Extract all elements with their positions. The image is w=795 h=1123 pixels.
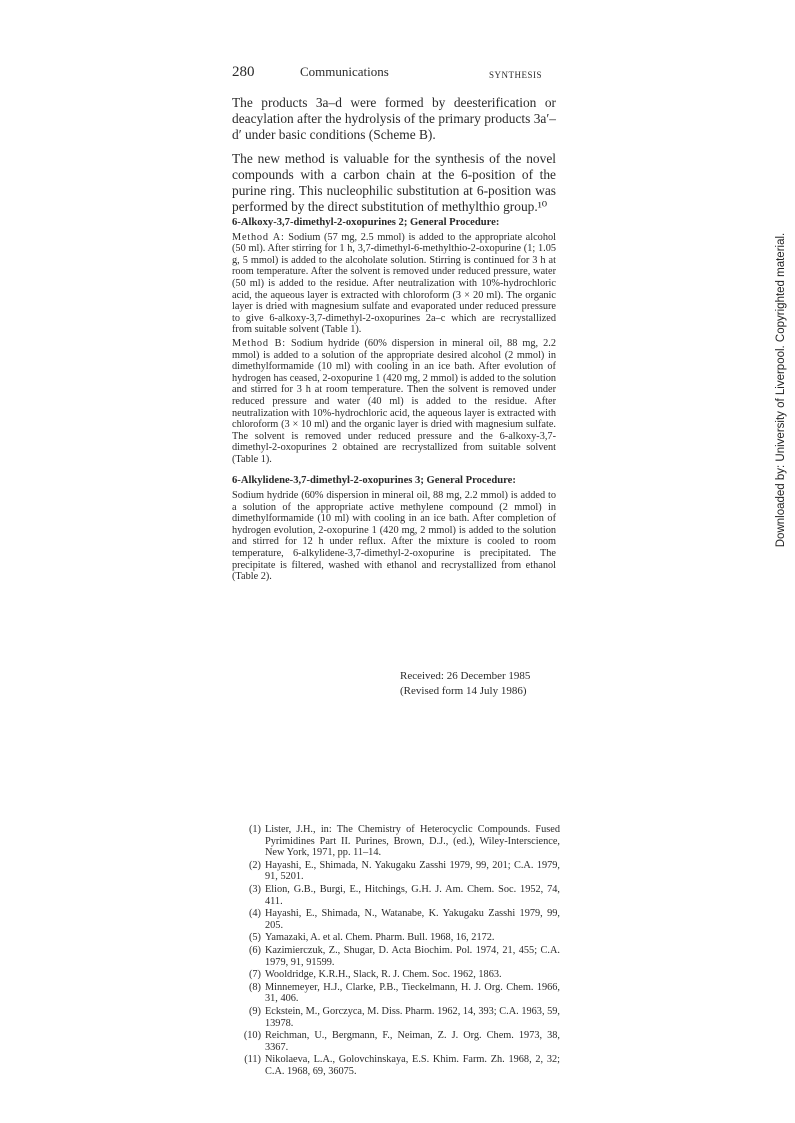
reference-number: (9) [248, 1005, 261, 1017]
reference-item [236, 969, 560, 981]
page-number: 280 [232, 64, 255, 80]
spacer [232, 467, 556, 475]
reference-text: Wooldridge, K.R.H., Slack, R. J. Chem. Soc. 1962, 1863. [265, 969, 502, 981]
download-notice: Downloaded by: University of Liverpool. Copyrighted material. [775, 232, 787, 548]
reference-item [236, 1006, 560, 1029]
reference-item [236, 982, 560, 1005]
reference-text: Reichman, U., Bergmann, F., Neiman, Z. J. Org. Chem. 1973, 38, 3367. [265, 1030, 560, 1053]
reference-text: Lister, J.H., in: The Chemistry of Heterocyclic Compounds. Fused Pyrimidines Part II. Purines, Brown, D.J., (ed.), Wiley-Interscience, New York, 1971, pp. 11–14. [265, 824, 560, 859]
reference-item [236, 1054, 560, 1077]
journal-name: SYNTHESIS [489, 70, 543, 80]
reference-text: Minnemeyer, H.J., Clarke, P.B., Tieckelmann, H. J. Org. Chem. 1966, 31, 406. [265, 981, 560, 1005]
procedure-2-heading: 6-Alkylidene-3,7-dimethyl-2-oxopurines 3; General Procedure: [232, 475, 516, 487]
intro-paragraph-1: The products 3a–d were formed by deesterification or deacylation after the hydrolysis of the primary products 3a′–d′ under basic conditions (Scheme B). [232, 95, 556, 142]
reference-number: (5) [248, 932, 261, 944]
reference-number: (1) [248, 824, 261, 835]
reference-text: Eckstein, M., Gorczyca, M. Diss. Pharm. 1962, 14, 393; C.A. 1963, 59, 13978. [265, 1005, 560, 1029]
method-b-label: Method B: [232, 337, 286, 349]
reference-text: Elion, G.B., Burgi, E., Hitchings, G.H. J. Am. Chem. Soc. 1952, 74, 411. [265, 883, 560, 907]
method-a-label: Method A: [232, 231, 285, 243]
reference-number: (6) [248, 944, 261, 956]
intro-text [232, 95, 556, 223]
method-b-text: Sodium hydride (60% dispersion in mineral oil, 88 mg, 2.2 mmol) is added to a solution of the appropriate desired alcohol (2 mmol) in dimethylformamide (10 ml) with cooling in an ice bath. After evolution of hydrogen has ceased, 2-oxopurine 1 (420 mg, 2 mmol) is added to the solution and stirred for 3 h at room temperature. Then the solvent is removed under reduced pressure and water (40 ml) is added to the residue. After neutralization with 10%-hydrochloric acid, the aqueous layer is extracted with chloroform (3 × 10 ml) and the organic layer is dried with magnesium sulfate. The solvent is removed under reduced pressure and the 6-alkoxy-3,7-dimethyl-2-oxopurines 2 obtained are recrystallized from suitable solvent (Table 1). [232, 337, 557, 465]
reference-item [236, 860, 560, 883]
procedure-2-text: Sodium hydride (60% dispersion in mineral oil, 88 mg, 2.2 mmol) is added to a solution of the appropriate active methylene compound (2 mmol) in dimethylformamide (10 ml) with cooling in an ice bath. After completion of hydrogen evolution, 2-oxopurine 1 (420 mg, 2 mmol) is added to the solution and stirred for 12 h under reflux. After the mixture is cooled to room temperature, 6-alkylidene-3,7-dimethyl-2-oxopurine is precipitated. The precipitate is filtered, washed with ethanol and recrystallized from ethanol (Table 2). [232, 490, 556, 583]
method-a-paragraph [232, 232, 556, 336]
reference-number: (3) [248, 883, 261, 895]
reference-item [236, 932, 560, 944]
experimental-section [232, 217, 556, 585]
reference-number: (7) [248, 969, 261, 981]
reference-item [236, 824, 560, 859]
reference-number: (8) [248, 981, 261, 993]
reference-item [236, 884, 560, 907]
received-dates [400, 669, 530, 699]
method-a-text: Sodium (57 mg, 2.5 mmol) is added to the appropriate alcohol (50 ml). After stirring for 1 h, 3,7-dimethyl-6-methylthio-2-oxopurine (1; 1.05 g, 5 mmol) is added to the alcoholate solution. Stirring is continued for 3 h at room temperature. After the solvent is removed under reduced pressure, water (50 ml) is added to the residue. After neutralization with 10%-hydrochloric acid, the aqueous layer is extracted with chloroform (3 × 20 ml). The organic layer is dried with magnesium sulfate and evaporated under reduced pressure to give 6-alkoxy-3,7-dimethyl-2-oxopurines 2a–c which are recrystallized from suitable solvent (Table 1). [232, 231, 556, 336]
reference-text: Hayashi, E., Shimada, N. Yakugaku Zasshi 1979, 99, 201; C.A. 1979, 91, 5201. [265, 859, 560, 883]
reference-number: (4) [248, 908, 261, 920]
reference-item [236, 1030, 560, 1053]
received-date: Received: 26 December 1985 [400, 670, 531, 682]
procedure-1-heading: 6-Alkoxy-3,7-dimethyl-2-oxopurines 2; General Procedure: [232, 217, 500, 228]
references-list [236, 824, 560, 1078]
reference-item [236, 945, 560, 968]
reference-number: (10) [243, 1030, 261, 1042]
reference-text: Yamazaki, A. et al. Chem. Pharm. Bull. 1968, 16, 2172. [265, 932, 495, 944]
reference-text: Nikolaeva, L.A., Golovchinskaya, E.S. Khim. Farm. Zh. 1968, 2, 32; C.A. 1968, 69, 36075. [265, 1054, 560, 1077]
reference-item [236, 908, 560, 931]
revised-date: (Revised form 14 July 1986) [400, 685, 527, 697]
intro-paragraph-2: The new method is valuable for the synthesis of the novel compounds with a carbon chain at the 6-position of the purine ring. This nucleophilic substitution at 6-position was performed by the direct substitution of methylthio group.¹⁰ [232, 151, 556, 214]
section-title: Communications [300, 64, 389, 79]
reference-number: (2) [248, 859, 261, 871]
method-b-paragraph [232, 338, 556, 466]
reference-text: Kazimierczuk, Z., Shugar, D. Acta Biochim. Pol. 1974, 21, 455; C.A. 1979, 91, 91599. [265, 944, 560, 968]
reference-text: Hayashi, E., Shimada, N., Watanabe, K. Yakugaku Zasshi 1979, 99, 205. [265, 908, 560, 931]
reference-number: (11) [244, 1054, 261, 1066]
